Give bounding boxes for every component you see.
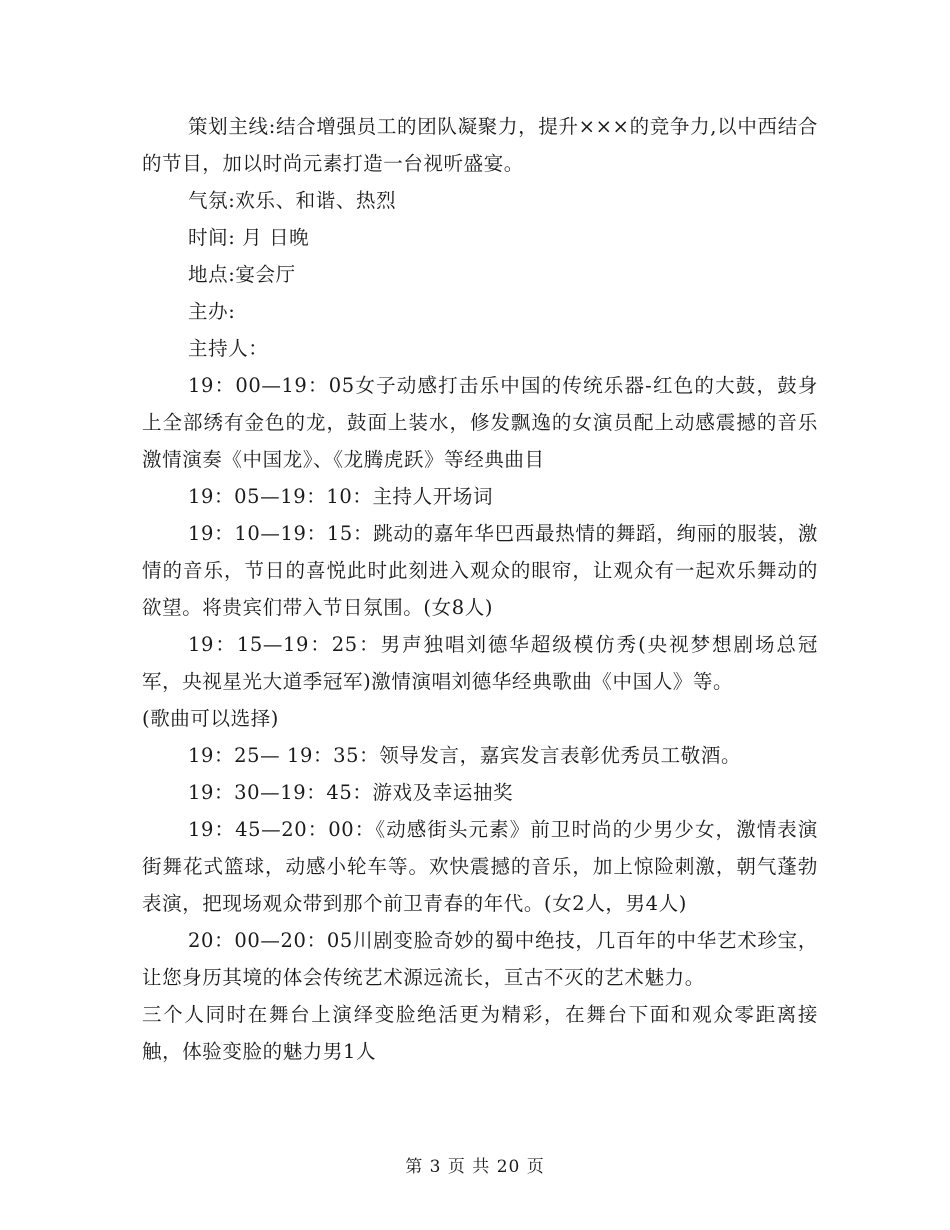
- paragraph-atmosphere: 气氛:欢乐、和谐、热烈: [188, 189, 397, 212]
- paragraph-face-changing: 三个人同时在舞台上演绎变脸绝活更为精彩，在舞台下面和观众零距离接触，体验变脸的魅力男1人: [142, 1003, 818, 1063]
- paragraph-program-1910: 19：10—19：15：跳动的嘉年华巴西最热情的舞蹈，绚丽的服装，激情的音乐，节日的喜悦此时此刻进入观众的眼帘，让观众有一起欢乐舞动的欲望。将贵宾们带入节日氛围。(女8人): [142, 522, 818, 619]
- paragraph-planning-theme: 策划主线:结合增强员工的团队凝聚力，提升×××的竞争力,以中西结合的节目，加以时尚元素打造一台视听盛宴。: [142, 115, 818, 175]
- paragraph-program-1930: 19：30—19：45：游戏及幸运抽奖: [188, 781, 514, 804]
- paragraph-program-2000: 20：00—20：05川剧变脸奇妙的蜀中绝技，几百年的中华艺术珍宝，让您身历其境的体会传统艺术源远流长，亘古不灭的艺术魅力。: [142, 929, 818, 989]
- page-footer: 第 3 页 共 20 页: [405, 1157, 545, 1177]
- paragraph-venue: 地点:宴会厅: [188, 263, 296, 286]
- paragraph-program-1900: 19：00—19：05女子动感打击乐中国的传统乐器-红色的大鼓，鼓身上全部绣有金色的龙，鼓面上装水，修发飘逸的女演员配上动感震撼的音乐激情演奏《中国龙》、《龙腾虎跃》等经典曲目: [142, 374, 818, 471]
- paragraph-program-1915: 19：15—19：25：男声独唱刘德华超级模仿秀(央视梦想剧场总冠军，央视星光大道季冠军)激情演唱刘德华经典歌曲《中国人》等。: [142, 633, 818, 693]
- paragraph-organizer: 主办:: [188, 300, 236, 323]
- paragraph-time: 时间: 月 日晚: [188, 226, 310, 249]
- document-body: [142, 108, 818, 1070]
- paragraph-host: 主持人：: [188, 337, 269, 360]
- paragraph-program-1925: 19：25— 19：35：领导发言，嘉宾发言表彰优秀员工敬酒。: [188, 744, 742, 767]
- paragraph-song-note: (歌曲可以选择): [142, 707, 280, 730]
- paragraph-program-1905: 19：05—19：10：主持人开场词: [188, 485, 494, 508]
- paragraph-program-1945: 19：45—20：00：《动感街头元素》前卫时尚的少男少女，激情表演街舞花式篮球，动感小轮车等。欢快震撼的音乐，加上惊险刺激，朝气蓬勃表演，把现场观众带到那个前卫青春的年代。(女2人，男4人): [142, 818, 818, 915]
